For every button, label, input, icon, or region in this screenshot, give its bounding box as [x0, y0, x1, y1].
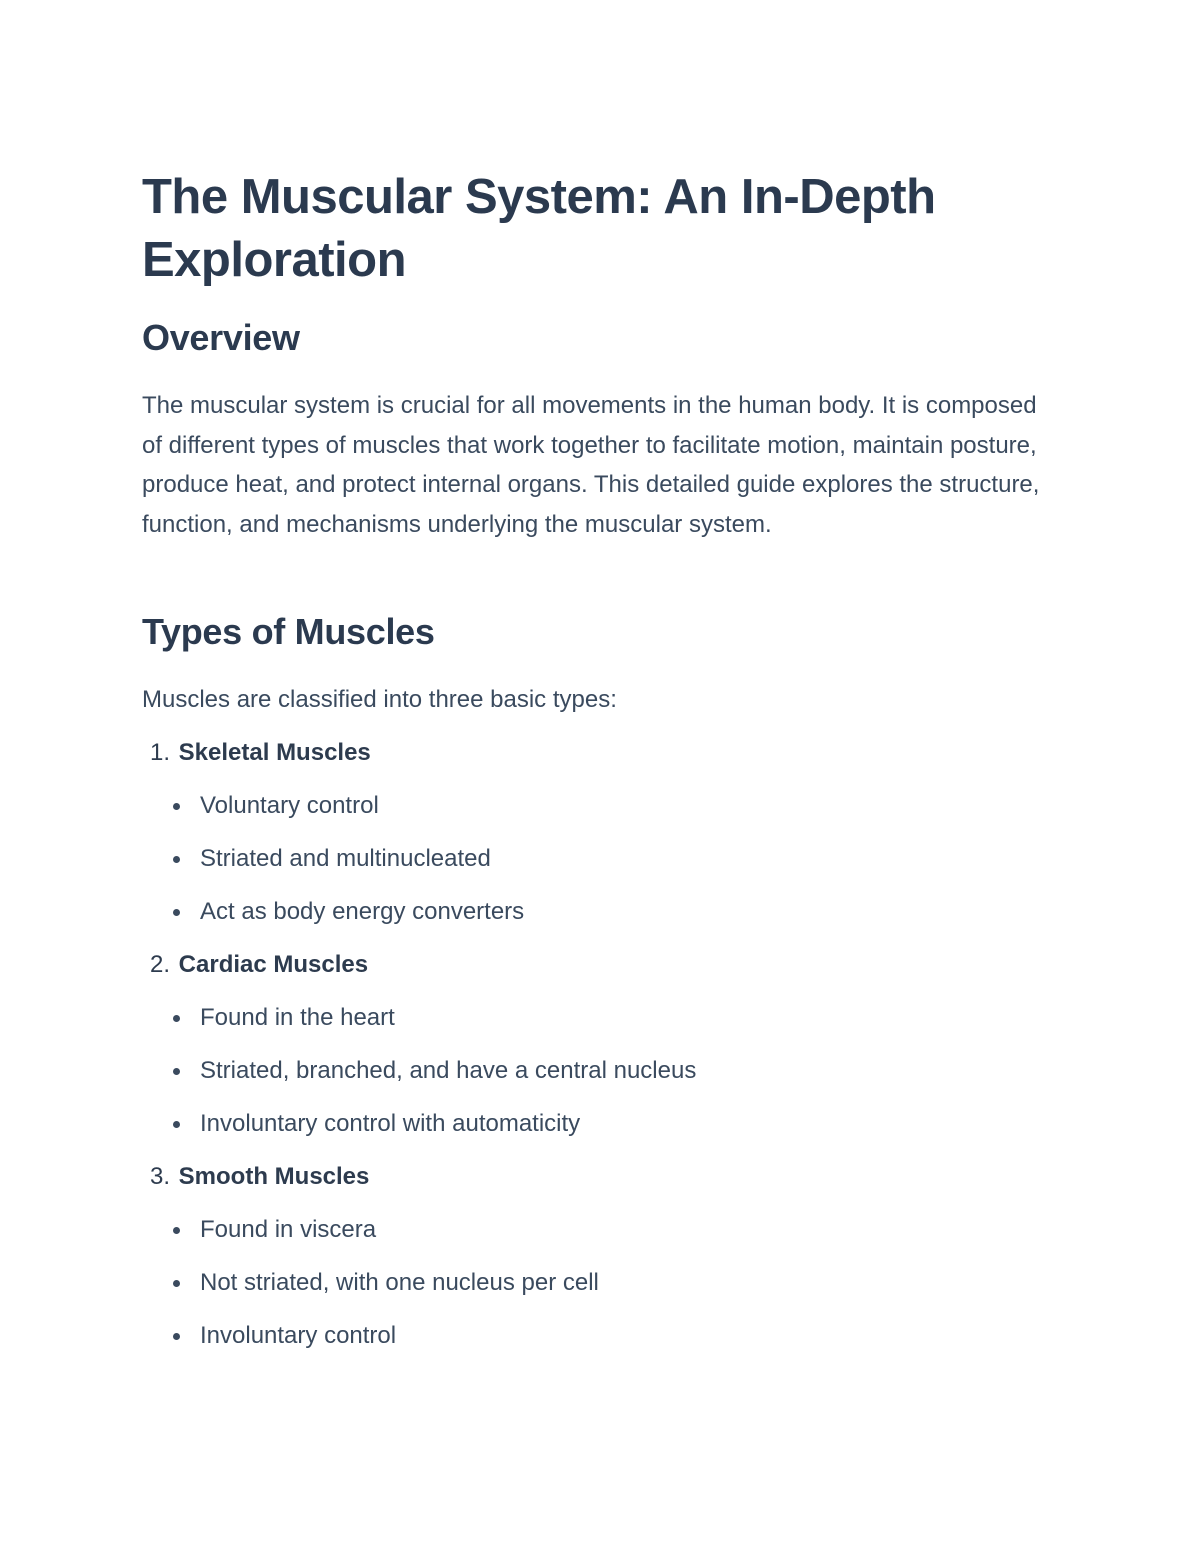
overview-paragraph: The muscular system is crucial for all movements in the human body. It is composed of different types of muscles that work together to facilitate motion, maintain posture, produce heat, and protect internal organs. This detailed guide explores the structure, function, and mechanisms underlying the muscular system.	[142, 392, 1040, 538]
list-item	[142, 786, 1042, 839]
muscle-type-heading	[142, 945, 1042, 998]
list-item	[142, 892, 1042, 945]
list-number: 1.	[149, 739, 170, 766]
list-number: 2.	[149, 951, 170, 978]
bullet-icon	[173, 1015, 180, 1022]
muscle-type-heading	[142, 733, 1042, 786]
muscle-type-cardiac	[142, 945, 1042, 1157]
list-item-text: Involuntary control	[200, 1322, 397, 1349]
list-number: 3.	[149, 1163, 170, 1190]
muscle-type-heading	[142, 1157, 1042, 1210]
muscle-types-list	[142, 733, 1042, 1369]
types-heading: Types of Muscles	[142, 611, 435, 652]
bullet-icon	[173, 1121, 180, 1128]
list-item-text: Striated and multinucleated	[200, 845, 491, 872]
list-item	[142, 1104, 1042, 1157]
muscle-type-points	[142, 1210, 1042, 1369]
list-item-text: Found in the heart	[200, 1004, 395, 1031]
muscle-type-name: Cardiac Muscles	[178, 951, 369, 978]
list-item-text: Involuntary control with automaticity	[200, 1110, 581, 1137]
bullet-icon	[173, 803, 180, 810]
muscle-type-points	[142, 998, 1042, 1157]
bullet-icon	[173, 1280, 180, 1287]
bullet-icon	[173, 1227, 180, 1234]
muscle-type-name: Skeletal Muscles	[178, 739, 371, 766]
list-item	[142, 1051, 1042, 1104]
muscle-type-points	[142, 786, 1042, 945]
bullet-icon	[173, 909, 180, 916]
overview-heading: Overview	[142, 317, 300, 358]
muscle-type-name: Smooth Muscles	[178, 1163, 370, 1190]
list-item	[142, 998, 1042, 1051]
list-item	[142, 1263, 1042, 1316]
list-item-text: Striated, branched, and have a central nucleus	[200, 1057, 697, 1084]
list-item-text: Not striated, with one nucleus per cell	[200, 1269, 599, 1296]
list-item-text: Act as body energy converters	[200, 898, 525, 925]
muscle-type-skeletal	[142, 733, 1042, 945]
list-item-text: Voluntary control	[200, 792, 379, 819]
bullet-icon	[173, 856, 180, 863]
list-item-text: Found in viscera	[200, 1216, 377, 1243]
types-intro-paragraph: Muscles are classified into three basic types:	[142, 686, 617, 713]
page-title: The Muscular System: An In-Depth Exploration	[142, 170, 936, 287]
list-item	[142, 839, 1042, 892]
list-item	[142, 1210, 1042, 1263]
bullet-icon	[173, 1068, 180, 1075]
bullet-icon	[173, 1333, 180, 1340]
muscle-type-smooth	[142, 1157, 1042, 1369]
list-item	[142, 1316, 1042, 1369]
